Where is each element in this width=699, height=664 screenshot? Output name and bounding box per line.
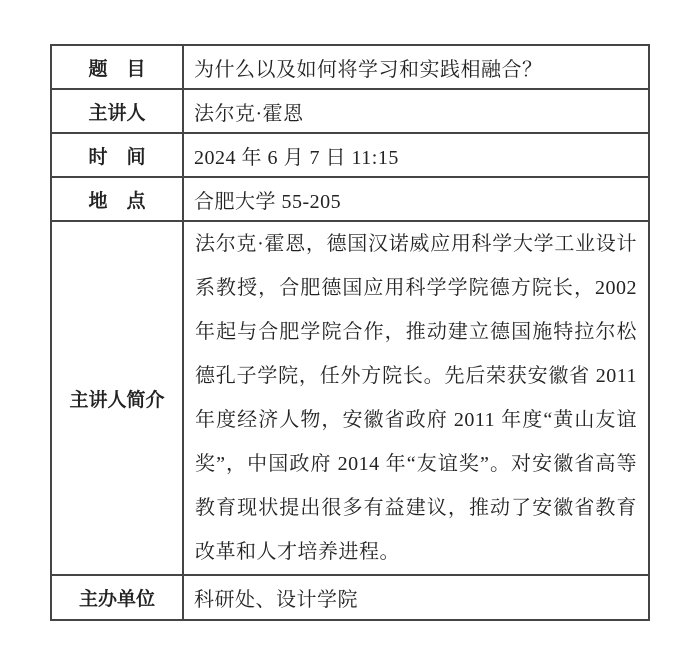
location-value: 合肥大学 55-205 bbox=[183, 177, 649, 221]
title-value: 为什么以及如何将学习和实践相融合？ bbox=[183, 45, 649, 89]
announcement-table bbox=[50, 44, 650, 621]
speaker-label: 主讲人 bbox=[51, 89, 183, 133]
time-label: 时 间 bbox=[51, 133, 183, 177]
title-label: 题 目 bbox=[51, 45, 183, 89]
speaker-bio-label: 主讲人简介 bbox=[51, 221, 183, 575]
speaker-value: 法尔克·霍恩 bbox=[183, 89, 649, 133]
organizer-label: 主办单位 bbox=[51, 575, 183, 620]
table-row-title bbox=[51, 45, 649, 89]
table-row-location bbox=[51, 177, 649, 221]
table-row-speaker bbox=[51, 89, 649, 133]
time-value: 2024 年 6 月 7 日 11:15 bbox=[183, 133, 649, 177]
table-row-time bbox=[51, 133, 649, 177]
organizer-value: 科研处、设计学院 bbox=[183, 575, 649, 620]
location-label: 地 点 bbox=[51, 177, 183, 221]
table-row-organizer bbox=[51, 575, 649, 620]
table-row-speaker-bio bbox=[51, 221, 649, 575]
speaker-bio-value: 法尔克·霍恩，德国汉诺威应用科学大学工业设计系教授，合肥德国应用科学学院德方院长，2002 年起与合肥学院合作，推动建立德国施特拉尔松德孔子学院，任外方院长。先后荣获安徽省 2011 年度经济人物，安徽省政府 2011 年度“黄山友谊奖”，中国政府 2014 年“友谊奖”。对安徽省高等教育现状提出很多有益建议，推动了安徽省教育改革和人才培养进程。 bbox=[183, 221, 649, 575]
